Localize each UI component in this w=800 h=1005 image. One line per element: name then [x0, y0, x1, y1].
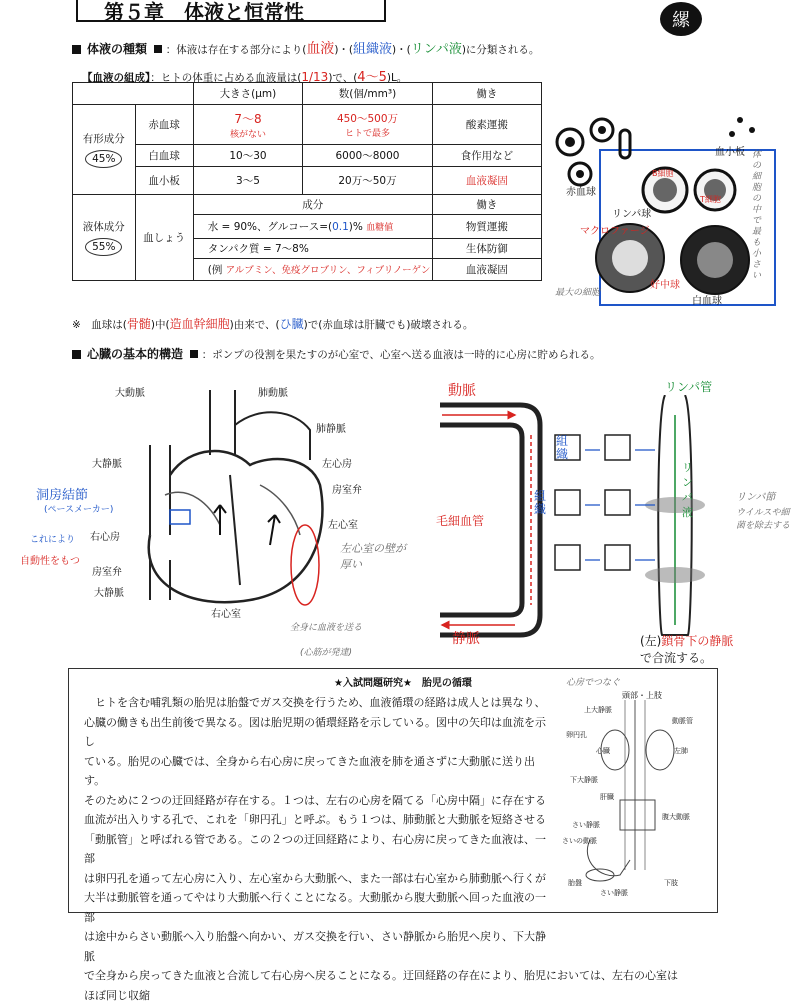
- heart-label-vena-cava-top: 大静脈: [92, 459, 122, 470]
- thick-wall-note: 左心室の壁が厚い: [340, 542, 406, 571]
- fetal-label-head: 頭部・上肢: [622, 691, 662, 700]
- tissue-label: 組織: [556, 434, 569, 461]
- answer-blood: 血液: [306, 41, 335, 57]
- heart-label-right-atrium: 右心房: [90, 532, 120, 543]
- flow2-note: (心筋が発達): [300, 648, 353, 658]
- rbc-label: 赤血球: [566, 187, 596, 198]
- fetal-label-upper-vc: 上大静脈: [584, 706, 612, 714]
- auto-note: これにより: [30, 535, 76, 545]
- square-bullet-icon: [72, 45, 81, 54]
- liquid-percent: 55%: [85, 238, 122, 256]
- lymphocyte-label: リンパ球: [612, 209, 652, 220]
- fetal-label-lung: 左肺: [674, 747, 688, 755]
- svg-text:縲: 縲: [672, 10, 690, 31]
- heart-label-left-ventricle: 左心室: [328, 520, 358, 531]
- section2-line: 心臓の基本的構造 ：ポンプの役割を果たすのが心室で、心室へ送る血液は一時的に心房に貯められる。: [72, 345, 601, 362]
- cell-size-note: 体の細胞の中で最も小さい: [752, 150, 762, 281]
- square-bullet-icon: [190, 350, 198, 358]
- neutrophil-note: 好中球: [650, 280, 680, 291]
- composition-line: 【血液の組成】：ヒトの体重に占める血液量は(1/13)で、(4～5)L。: [82, 70, 408, 85]
- thick-wall-mark-icon: [291, 525, 319, 605]
- lymph-node-note2: ウイルスや細菌を除去する: [736, 508, 791, 531]
- note-line: ※ 血球は(骨髄)中(造血幹細胞)由来で、(ひ臓)で(赤血球は肝臓でも)破壊される。: [72, 317, 474, 331]
- vein-label: 静脈: [452, 631, 480, 647]
- subclavian-line: (左)鎖骨下の静脈 で合流する。: [640, 634, 734, 665]
- sinus-node-mark-icon: [170, 510, 190, 524]
- logo-glyph-icon: [660, 2, 702, 36]
- answer-tissue-fluid: 組織液: [353, 42, 393, 57]
- flow-note: 全身に血液を送る: [290, 623, 363, 633]
- square-bullet-icon: [72, 350, 81, 359]
- solid-percent: 45%: [85, 150, 122, 168]
- artery-label: 動脈: [448, 383, 476, 399]
- tissue2-label: 組織: [534, 489, 547, 516]
- fetal-side-note: 心房でつなぐ: [566, 678, 621, 688]
- wbc-label: 白血球: [692, 296, 722, 307]
- heart-label-pulmonary-vein: 肺静脈: [316, 424, 346, 435]
- heart-label-right-ventricle: 右心室: [211, 609, 241, 620]
- heart-label-vena-cava-bottom: 大静脈: [94, 588, 124, 599]
- fetal-label-heart: 心臓: [596, 747, 610, 755]
- fetal-label-ductus: 動脈管: [672, 717, 693, 725]
- heart-diagram: [110, 385, 340, 615]
- heart-label-aorta: 大動脈: [115, 388, 145, 399]
- chapter-title: 第５章 体液と恒常性: [76, 0, 386, 22]
- section1-heading: 体液の種類: [87, 42, 148, 56]
- fetal-paragraph: ヒトを含む哺乳類の胎児は胎盤でガス交換を行うため、血液循環の経路は成人とは異なり、 心臓の働きも出生前後で異なる。図は胎児期の循環経路を示している。図中の矢印は血流を示し ている。胎児の心臓では、全身から右心房に戻ってきた血液を肺を通さずに大動脈に送り出す。 そのために２つの迂回経路が存在する。１つは、左右の心房を隔てる「心房中隔」に存在する 血流が出入りする孔で、これを「卵円孔」と呼ぶ。もう１つは、肺動脈と大動脈を短絡させる 「動脈管」と呼ばれる管である。この２つの迂回経路により、右心房に戻ってきた血液は、一部 は卵円孔を通って左心房に入り、左心室から大動脈へ、また一部は右心室から肺動脈へ行くが 大半は動脈管を通ってやはり大動脈へ行くことになる。大動脈から腹大動脈へ回った血液の一部 は途中からさい動脈へ入り胎盤へ向かい、ガス交換を行い、さい静脈から胎児へ戻り、下大静脈 で全身から戻ってきた血液と合流して右心房へ戻ることになる。迂回経路の存在により、胎児においては、左右の心室はほぼ同じ収縮: [84, 696, 678, 1002]
- blood-table: 大きさ(μm) 数(個/mm³) 働き 有形成分 45% 赤血球 7～8 核がない 450～500万 ヒトで最多 酸素運搬 白血球 10～30 6000～8000 食作用など 血小板 3～5 20万～50万 血液凝固 液体成分 55% 血しょう 成分 働き 水 = 90%、グルコース=(0.1)% 血糖値 物質運搬 タンパク質 = 7～8% 生体防御 (例 アルブミン、免疫グロブリン、フィブリノーゲン 血液凝固: [72, 82, 542, 281]
- fetal-label-umb-vein: さい静脈: [572, 821, 600, 829]
- answer-lymph: リンパ液: [410, 42, 462, 57]
- pacemaker-note: (ペースメーカー): [44, 505, 114, 515]
- answer-volume: 4～5: [357, 70, 387, 85]
- fetal-label-lower: 下肢: [664, 879, 678, 887]
- fetal-label-placenta: 胎盤: [568, 879, 582, 887]
- capillary-label: 毛細血管: [436, 514, 485, 528]
- heart-label-pulmonary-artery: 肺動脈: [258, 388, 288, 399]
- bcell-note: T細胞: [700, 195, 721, 204]
- fetal-label-lower-vc: 下大静脈: [570, 776, 598, 784]
- section2-heading: 心臓の基本的構造: [87, 347, 184, 361]
- heart-label-valve: 房室弁: [92, 567, 122, 578]
- tcell-note: B細胞: [652, 169, 674, 178]
- lymph-vessel-label: リンパ管: [665, 380, 713, 394]
- fetal-label-foramen: 卵円孔: [566, 731, 587, 739]
- auto-red-note: 自動性をもつ: [20, 556, 80, 567]
- heart-label-left-atrium: 左心房: [322, 459, 352, 470]
- platelet-label: 血小板: [715, 147, 745, 158]
- fetal-label-liver: 肝臓: [600, 793, 614, 801]
- fetal-label-umb-vein2: さい静脈: [600, 889, 628, 897]
- sinus-node-note: 洞房結節: [36, 488, 89, 503]
- largest-cell-note: 最大の細胞: [555, 288, 601, 298]
- fetal-heading: ★入試問題研究★ 胎児の循環: [330, 674, 476, 689]
- square-bullet-icon: [154, 45, 162, 53]
- fetal-label-abd-aorta: 腹大動脈: [662, 813, 690, 821]
- lymph-label: リンパ液: [682, 461, 693, 519]
- macrophage-note: マクロファージ: [580, 226, 650, 237]
- logo-icon: [660, 2, 702, 36]
- fetal-label-umb-artery: さいの動脈: [562, 837, 597, 845]
- lymph-node-note: リンパ節: [736, 492, 776, 503]
- section1-line: 体液の種類 ：体液は存在する部分により(血液)・(組織液)・(リンパ液)に分類される。: [72, 38, 539, 58]
- heart-label-av-valve: 房室弁: [332, 485, 362, 496]
- answer-fraction: 1/13: [301, 70, 329, 84]
